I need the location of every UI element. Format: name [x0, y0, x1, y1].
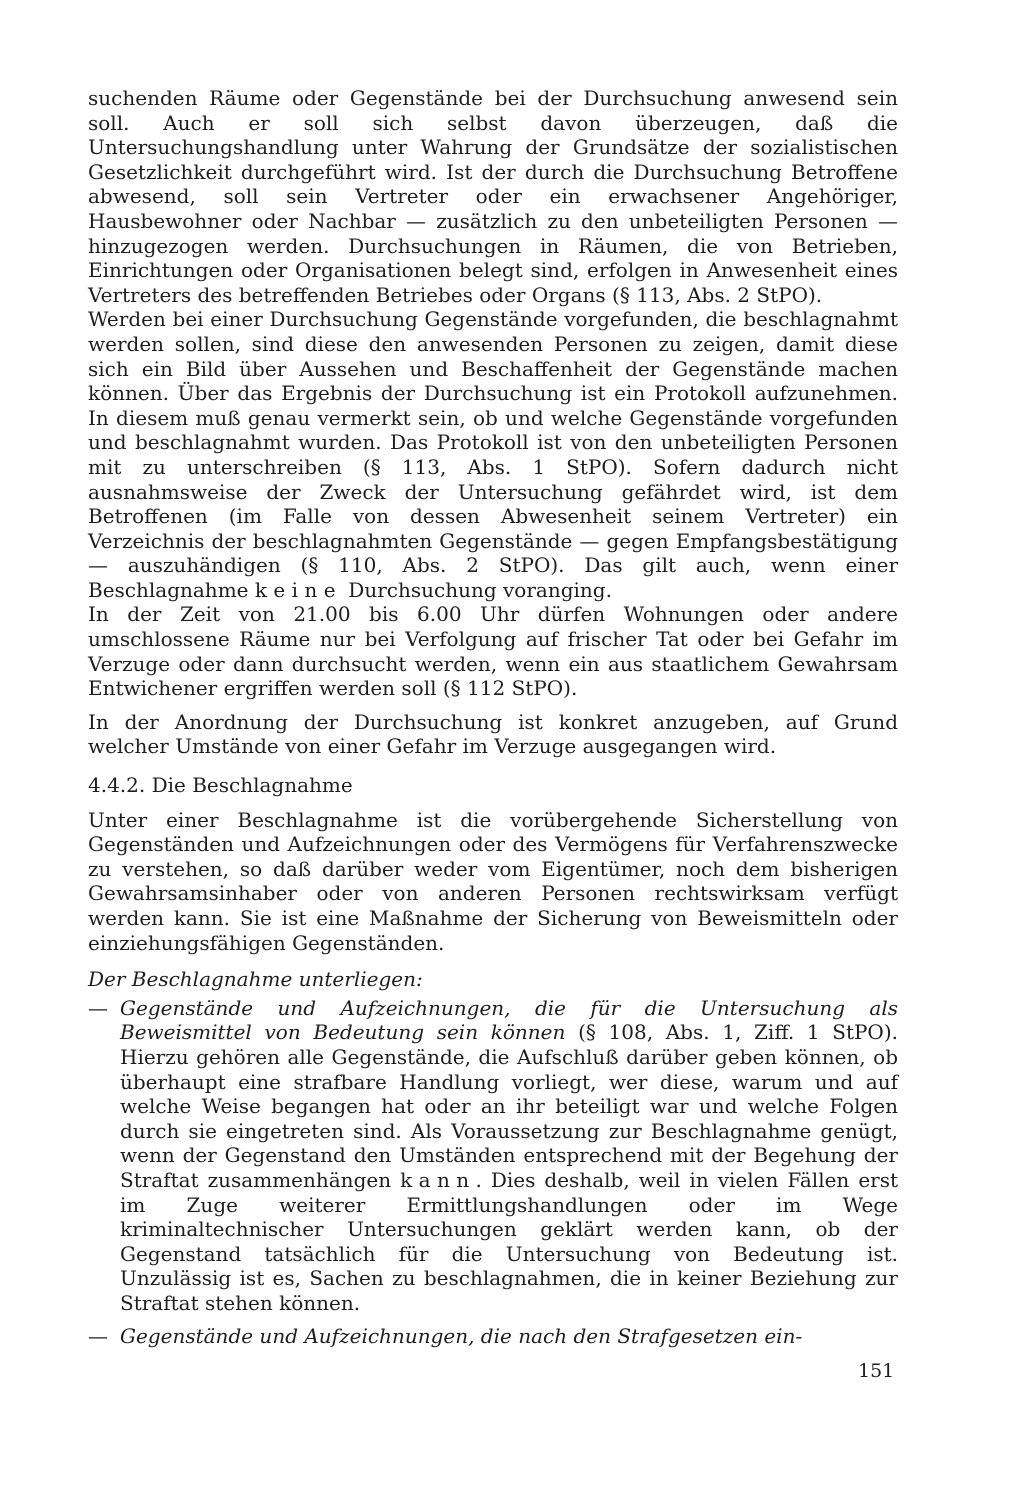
- list-item-2-italic: Gegenstände und Aufzeichnungen, die nach den Strafgesetzen ein-: [120, 1323, 803, 1348]
- seizure-list: [88, 996, 898, 1348]
- page-number: 151: [858, 1360, 895, 1382]
- list-item-1-spaced-word: kann: [400, 1167, 476, 1192]
- paragraph-1: suchenden Räume oder Gegenstände bei der Durchsuchung anwesend sein soll. Auch er soll sich selbst davon überzeugen, daß die Untersuchungshandlung unter Wahrung der Grundsätze der sozialistischen Gesetzlichkeit durchgeführt wird. Ist der durch die Durchsuchung Betroffene abwesend, soll sein Vertreter oder ein erwachsener Angehöriger, Hausbewohner oder Nachbar — zusätzlich zu den unbeteiligten Personen — hinzugezogen werden. Durchsuchungen in Räumen, die von Betrieben, Einrichtungen oder Organisationen belegt sind, erfolgen in Anwesenheit eines Vertreters des betreffenden Betriebes oder Organs (§ 113, Abs. 2 StPO).: [88, 86, 898, 307]
- list-item-1-italic: Gegenstände und Aufzeichnungen, die für die Untersuchung als Beweismittel von Bedeutung sein können: [120, 995, 898, 1045]
- list-item: [88, 996, 898, 1316]
- paragraph-2-spaced-word: keine: [254, 577, 342, 602]
- page-text: [88, 86, 898, 1356]
- list-dash: —: [88, 1323, 108, 1348]
- list-item-1-end: . Dies deshalb, weil in vielen Fällen erst im Zuge weiterer Ermittlungshandlungen oder im Wege kriminaltechnischer Untersuchungen geklärt werden kann, ob der Gegenstand tatsächlich für die Untersuchung von Bedeutung ist. Unzulässig ist es, Sachen zu beschlagnahmen, die in keiner Beziehung zur Straftat stehen können.: [120, 1167, 899, 1315]
- list-dash: —: [88, 995, 108, 1020]
- paragraph-4: In der Anordnung der Durchsuchung ist konkret anzugeben, auf Grund welcher Umstände von einer Gefahr im Verzuge ausgegangen wird.: [88, 709, 898, 759]
- paragraph-5: Unter einer Beschlagnahme ist die vorübergehende Sicherstellung von Gegenständen und Aufzeichnungen oder des Vermögens für Verfahrenszwecke zu verstehen, so daß darüber weder vom Eigentümer, noch dem bisherigen Gewahrsamsinhaber oder von anderen Personen rechtswirksam verfügt werden kann. Sie ist eine Maßnahme der Sicherung von Beweismitteln oder einziehungsfähigen Gegenständen.: [88, 807, 898, 955]
- section-heading: 4.4.2. Die Beschlagnahme: [88, 773, 353, 798]
- list-item-1-reference: (§ 108, Abs. 1, Ziff. 1 StPO).: [578, 1020, 898, 1045]
- paragraph-2-end: Durchsuchung voranging.: [348, 577, 612, 602]
- paragraph-2-text: Werden bei einer Durchsuchung Gegenstände vorgefunden, die beschlagnahmt werden sollen, sind diese den anwesenden Personen zu zeigen, damit diese sich ein Bild über Aussehen und Beschaffenheit der Gegenstände machen können. Über das Ergebnis der Durchsuchung ist ein Protokoll aufzunehmen. In diesem muß genau vermerkt sein, ob und welche Gegenstände vorgefunden und beschlagnahmt wurden. Das Protokoll ist von den unbeteiligten Personen mit zu unterschreiben (§ 113, Abs. 1 StPO). Sofern dadurch nicht ausnahmsweise der Zweck der Untersuchung gefährdet wird, ist dem Betroffenen (im Falle von dessen Abwesenheit seinem Vertreter) ein Verzeichnis der beschlagnahmten Gegenstände — gegen Empfangsbestätigung — auszuhändigen (§ 110, Abs. 2 StPO). Das gilt auch, wenn einer Beschlagnahme: [88, 307, 898, 602]
- paragraph-3: In der Zeit von 21.00 bis 6.00 Uhr dürfen Wohnungen oder andere umschlossene Räume nur bei Verfolgung auf frischer Tat oder bei Gefahr im Verzuge oder dann durchsucht werden, wenn ein aus staatlichem Gewahrsam Entwichener ergriffen werden soll (§ 112 StPO).: [88, 602, 898, 701]
- list-item: [88, 1324, 898, 1349]
- list-item-1-body: Hierzu gehören alle Gegenstände, die Aufschluß darüber geben können, ob überhaupt eine strafbare Handlung vorliegt, wer diese, warum und auf welche Weise begangen hat oder an ihr beteiligt war und welche Folgen durch sie eingetreten sind. Als Voraussetzung zur Beschlagnahme genügt, wenn der Gegenstand den Umständen entsprechend mit der Begehung der Straftat zusammenhängen: [120, 1044, 898, 1192]
- list-intro: Der Beschlagnahme unterliegen:: [88, 967, 423, 992]
- paragraph-2: [88, 307, 898, 602]
